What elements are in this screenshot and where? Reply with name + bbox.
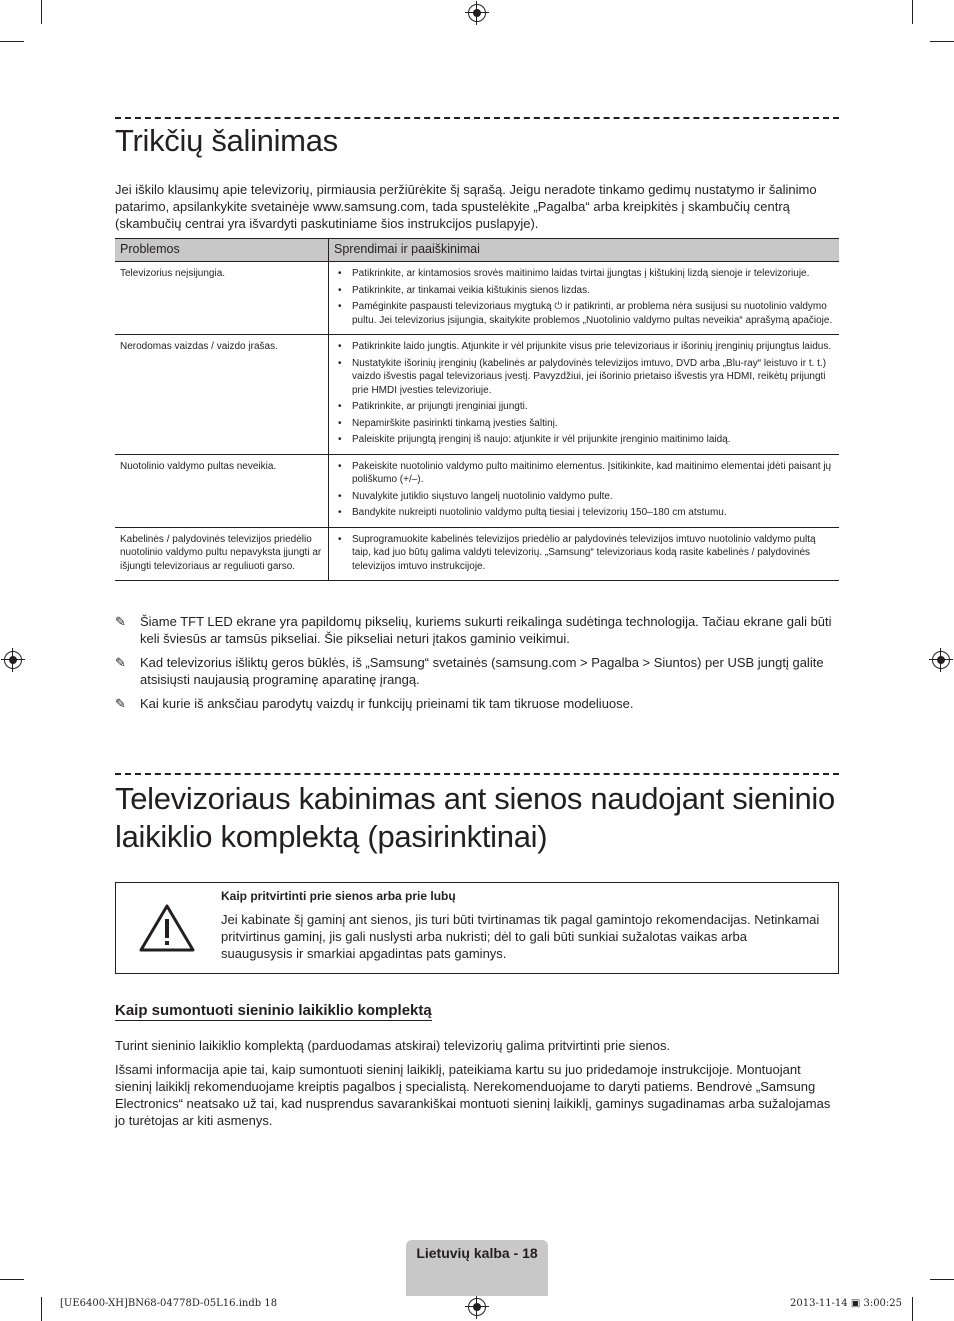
section-title-line1: Televizoriaus kabinimas ant sienos naudojant sieninio <box>115 781 835 816</box>
note-text: Šiame TFT LED ekrane yra papildomų pikselių, kuriems sukurti reikalinga sudėtinga technologija. Tačiau ekrane gali būti keli šviesūs ar tamsūs pikseliai. Šie pikseliai neturi įtakos gaminio veikimui. <box>140 614 832 646</box>
table-row <box>115 262 839 335</box>
note-text: Kai kurie iš anksčiau parodytų vaizdų ir funkcijų prieinami tik tam tikruose modeliuose. <box>140 696 634 711</box>
table-row <box>115 454 839 527</box>
crop-mark <box>41 0 42 24</box>
registration-mark-icon <box>468 1298 486 1316</box>
solution-item: • Nepamirškite pasirinkti tinkamą įvesties šaltinį. <box>338 417 558 429</box>
table-header-problems: Problemos <box>115 239 329 262</box>
solution-item: • Patikrinkite, ar prijungti įrenginiai įjungti. <box>338 401 528 412</box>
page-label: Lietuvių kalba - 18 <box>416 1245 538 1261</box>
solution-item: • Pakeiskite nuotolinio valdymo pulto maitinimo elementus. Įsitikinkite, kad maitinimo elementai įdėti paisant jų poliškumo (+/–). <box>338 460 832 485</box>
solution-item: • Nuvalykite jutiklio siųstuvo langelį nuotolinio valdymo pulte. <box>338 490 613 502</box>
warning-body: Jei kabinate šį gaminį ant sienos, jis turi būti tvirtinamas tik pagal gamintojo rekomendacijas. Netinkamai pritvirtinus gaminį, jis gali nuslysti arba nukristi; dėl to gali būti sunkiai sužalotas vaikas arba suaugusysis ir smarkiai apgadintas pats gaminys. <box>221 912 820 961</box>
solution-item: • Paleiskite prijungtą įrenginį iš naujo: atjunkite ir vėl prijunkite įrenginio maitinimo laidą. <box>338 434 731 445</box>
solution-item: • Paméginkite paspausti televizoriaus mygtuką ⏻ ir patikrinti, ar problema nėra susijusi su nuotolinio valdymo pultu. Jei televizorius įsijungia, skaitykite problemos „Nuotolinio valdymo pultas neveikia“ aprašymą apačioje. <box>338 301 833 326</box>
solution-item: • Suprogramuokite kabelinės televizijos priedėlio ar palydovinės televizijos imtuvo nuotolinio valdymo pultą taip, kad juo būtų galima valdyti televizorių. „Samsung“ televizoriaus kodą rasite kabelinės / palydovinės televizijos imtuvo instrukcijoje. <box>338 533 816 572</box>
section-title-line2: laikiklio komplektą (pasirinktinai) <box>115 819 548 854</box>
crop-mark <box>0 1279 24 1280</box>
warning-box <box>115 882 839 974</box>
registration-mark-icon <box>932 651 950 669</box>
crop-mark <box>930 41 954 42</box>
table-header-solutions: Sprendimai ir paaiškinimai <box>329 239 840 262</box>
crop-mark <box>0 41 24 42</box>
table-row <box>115 335 839 455</box>
crop-mark <box>912 0 913 24</box>
page-number-tab <box>406 1240 548 1296</box>
solution-item: • Patikrinkite, ar kintamosios srovės maitinimo laidas tvirtai įjungtas į kištukinį lizdą sienoje ir televizoriuje. <box>338 268 810 279</box>
problem-cell: Kabelinės / palydovinės televizijos priedėlio nuotolinio valdymo pultu nepavyksta įjungti ar išjungti televizoriaus ar reguliuoti garso. <box>115 527 329 581</box>
section-divider <box>115 117 839 119</box>
problem-cell: Televizorius neįsijungia. <box>115 262 329 335</box>
solutions-cell <box>329 527 840 581</box>
solution-item: • Patikrinkite laido jungtis. Atjunkite ir vėl prijunkite visus prie televizoriaus ir išorinių įrenginių prijungtus laidus. <box>338 341 832 352</box>
problem-cell: Nerodomas vaizdas / vaizdo įrašas. <box>115 335 329 455</box>
solutions-cell <box>329 454 840 527</box>
warning-title: Kaip pritvirtinti prie sienos arba prie lubų <box>221 889 456 903</box>
registration-mark-icon <box>468 4 486 22</box>
solution-item: • Nustatykite išorinių įrenginių (kabelinės ar palydovinės televizijos imtuvo, DVD arba „Blu-ray“ leistuvo ir t. t.) vaizdo išvestis pagal televizoriaus įvestį. Pavyzdžiui, jei išorinio prietaiso išvestis yra HDMI, reikėtų prijungti prie HMDI įvesties televizoriuje. <box>338 357 827 396</box>
print-timestamp: 2013-11-14 ▣ 3:00:25 <box>790 1298 903 1309</box>
section-divider <box>115 773 839 775</box>
intro-paragraph: Jei iškilo klausimų apie televizorių, pirmiausia peržiūrėkite šį sąrašą. Jeigu neradote tinkamo gedimų nustatymo ir šalinimo patarimo, apsilankykite svetainėje www.samsung.com, tada spustelėkite „Pagalba“ arba kreipkitės į skambučių centrą (skambučių centrai yra išvardyti paskutiniame šios instrukcijos puslapyje). <box>115 182 817 231</box>
warning-triangle-icon <box>138 903 196 953</box>
note-pencil-icon: ✎ <box>115 614 126 629</box>
subheading: Kaip sumontuoti sieninio laikiklio komplektą <box>115 1002 432 1019</box>
solutions-cell <box>329 262 840 335</box>
troubleshooting-table <box>115 238 839 581</box>
paragraph: Turint sieninio laikiklio komplektą (parduodamas atskirai) televizorių galima pritvirtinti prie sienos. <box>115 1038 671 1053</box>
solutions-cell <box>329 335 840 455</box>
crop-mark <box>930 1279 954 1280</box>
registration-mark-icon <box>4 651 22 669</box>
paragraph: Išsami informacija apie tai, kaip sumontuoti sieninį laikiklį, pateikiama kartu su juo pridedamoje instrukcijoje. Montuojant sieninį laikiklį rekomenduojame kreiptis pagalbos į specialistą. Nerekomenduojame to daryti patiems. Bendrovė „Samsung Electronics“ neatsako už tai, kad nusprendus savarankiškai montuoti sieninį laikiklį, gaminys sugadinamas arba sužalojamas jo turėtojas ar kiti asmenys. <box>115 1062 831 1128</box>
note-pencil-icon: ✎ <box>115 655 126 670</box>
problem-cell: Nuotolinio valdymo pultas neveikia. <box>115 454 329 527</box>
crop-mark <box>41 1297 42 1321</box>
file-info: [UE6400-XH]BN68-04778D-05L16.indb 18 <box>60 1298 278 1309</box>
note-text: Kad televizorius išliktų geros būklės, iš „Samsung“ svetainės (samsung.com > Pagalba > Siuntos) per USB jungtį galite atsisiųsti naujausią programinę aparatinę įrangą. <box>140 655 824 687</box>
section-title: Trikčių šalinimas <box>115 123 338 158</box>
crop-mark <box>912 1297 913 1321</box>
table-row <box>115 527 839 581</box>
solution-item: • Bandykite nukreipti nuotolinio valdymo pultą tiesiai į televizorių 150–180 cm atstumu. <box>338 507 727 518</box>
note-pencil-icon: ✎ <box>115 696 126 711</box>
solution-item: • Patikrinkite, ar tinkamai veikia kištukinis sienos lizdas. <box>338 284 590 296</box>
